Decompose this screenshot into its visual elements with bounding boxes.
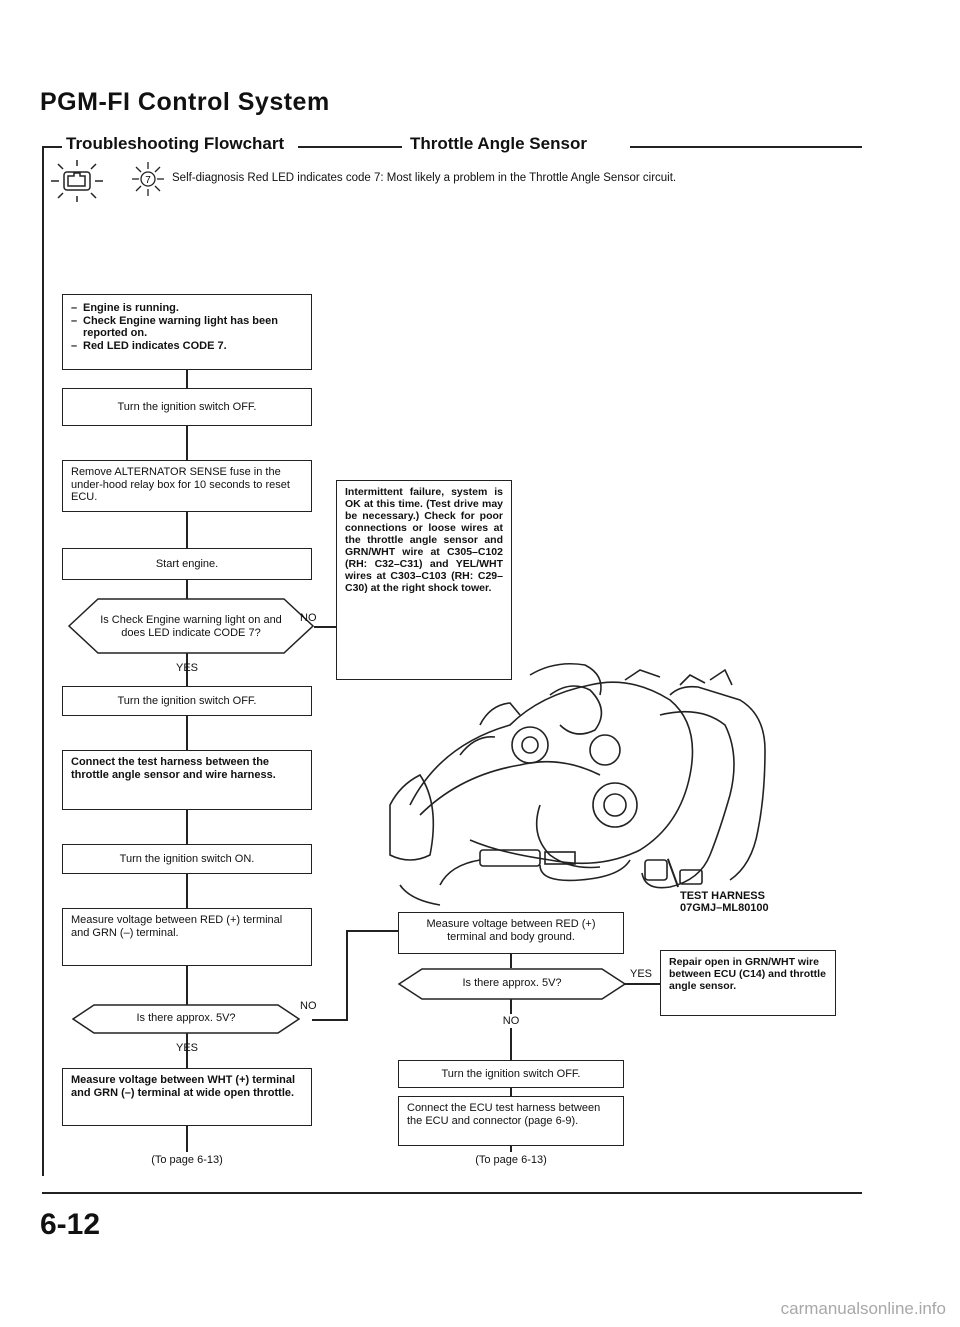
header-rule-right: [630, 146, 862, 148]
connector: [312, 1019, 348, 1021]
step-remove-fuse: Remove ALTERNATOR SENSE fuse in the under-hood relay box for 10 seconds to reset ECU.: [62, 460, 312, 512]
decision-5v-left-text: Is there approx. 5V?: [136, 1012, 236, 1024]
connector: [186, 1126, 188, 1152]
connector: [186, 966, 188, 1006]
test-harness-part-number: 07GMJ–ML80100: [680, 902, 769, 914]
connector: [186, 874, 188, 908]
connector: [510, 954, 512, 968]
repair-open-box: Repair open in GRN/WHT wire between ECU (C14) and throttle angle sensor.: [660, 950, 836, 1016]
start-item: – Engine is running.: [71, 302, 303, 315]
bottom-rule: [42, 1192, 862, 1194]
topic-title: Throttle Angle Sensor: [410, 134, 587, 153]
start-conditions-box: [62, 294, 312, 370]
decision-no-label: NO: [300, 1000, 317, 1012]
step-measure-wht: Measure voltage between WHT (+) terminal and GRN (–) terminal at wide open throttle.: [62, 1068, 312, 1126]
test-harness-label: [680, 890, 769, 914]
to-page-left: (To page 6-13): [151, 1154, 223, 1166]
watermark: carmanualsonline.info: [780, 1299, 946, 1318]
intro-text: Self-diagnosis Red LED indicates code 7: Most likely a problem in the Throttle Angle Sensor circuit.: [172, 172, 677, 184]
connector: [186, 716, 188, 750]
connector: [186, 810, 188, 844]
decision-check-engine-text: Is Check Engine warning light on and does LED indicate CODE 7?: [100, 614, 282, 639]
start-item: – Check Engine warning light has been reported on.: [71, 315, 303, 340]
decision-5v-right-text: Is there approx. 5V?: [462, 977, 562, 989]
to-page-right: (To page 6-13): [475, 1154, 547, 1166]
step-ignition-off-1: Turn the ignition switch OFF.: [62, 388, 312, 426]
connector: [510, 1028, 512, 1060]
throttle-body-illustration: [380, 655, 840, 910]
page-number: 6-12: [40, 1208, 101, 1241]
page-title: PGM-FI Control System: [40, 88, 330, 116]
connector: [346, 930, 348, 1020]
decision-no-label: NO: [502, 1014, 520, 1027]
intermittent-failure-box: Intermittent failure, system is OK at this time. (Test drive may be necessary.) Check for poor connections or loose wires at the throttle angle sensor and GRN/WHT wire at C305–C102 (RH: C32–C31) and YEL/WHT wires at C303–C103 (RH: C29–C30) at the right shock tower.: [336, 480, 512, 680]
connector: [186, 370, 188, 388]
decision-yes-label: YES: [630, 968, 653, 980]
test-harness-name: TEST HARNESS: [680, 890, 765, 902]
decision-yes-label: YES: [176, 1042, 199, 1054]
connector: [186, 512, 188, 548]
connector: [624, 983, 660, 985]
decision-no-label: NO: [300, 612, 317, 624]
header-rule-left: [42, 146, 62, 148]
step-measure-red-grn: Measure voltage between RED (+) terminal and GRN (–) terminal.: [62, 908, 312, 966]
step-connect-test-harness: Connect the test harness between the throttle angle sensor and wire harness.: [62, 750, 312, 810]
step-measure-red-ground: Measure voltage between RED (+) terminal and body ground.: [398, 912, 624, 954]
step-ignition-off-2: Turn the ignition switch OFF.: [62, 686, 312, 716]
step-ignition-off-3: Turn the ignition switch OFF.: [398, 1060, 624, 1088]
header-rule-mid: [298, 146, 402, 148]
left-border: [42, 146, 44, 1176]
check-engine-icon: [48, 158, 106, 204]
connector: [346, 930, 398, 932]
step-connect-ecu-harness: Connect the ECU test harness between the ECU and connector (page 6-9).: [398, 1096, 624, 1146]
connector: [186, 580, 188, 600]
led-code-number: 7: [145, 175, 151, 186]
connector: [510, 998, 512, 1014]
start-item: – Red LED indicates CODE 7.: [71, 340, 303, 353]
decision-yes-label: YES: [176, 662, 199, 674]
section-subtitle: Troubleshooting Flowchart: [66, 134, 285, 153]
led-code-icon: [130, 160, 166, 198]
connector: [186, 426, 188, 460]
connector: [314, 626, 336, 628]
step-start-engine: Start engine.: [62, 548, 312, 580]
step-ignition-on: Turn the ignition switch ON.: [62, 844, 312, 874]
